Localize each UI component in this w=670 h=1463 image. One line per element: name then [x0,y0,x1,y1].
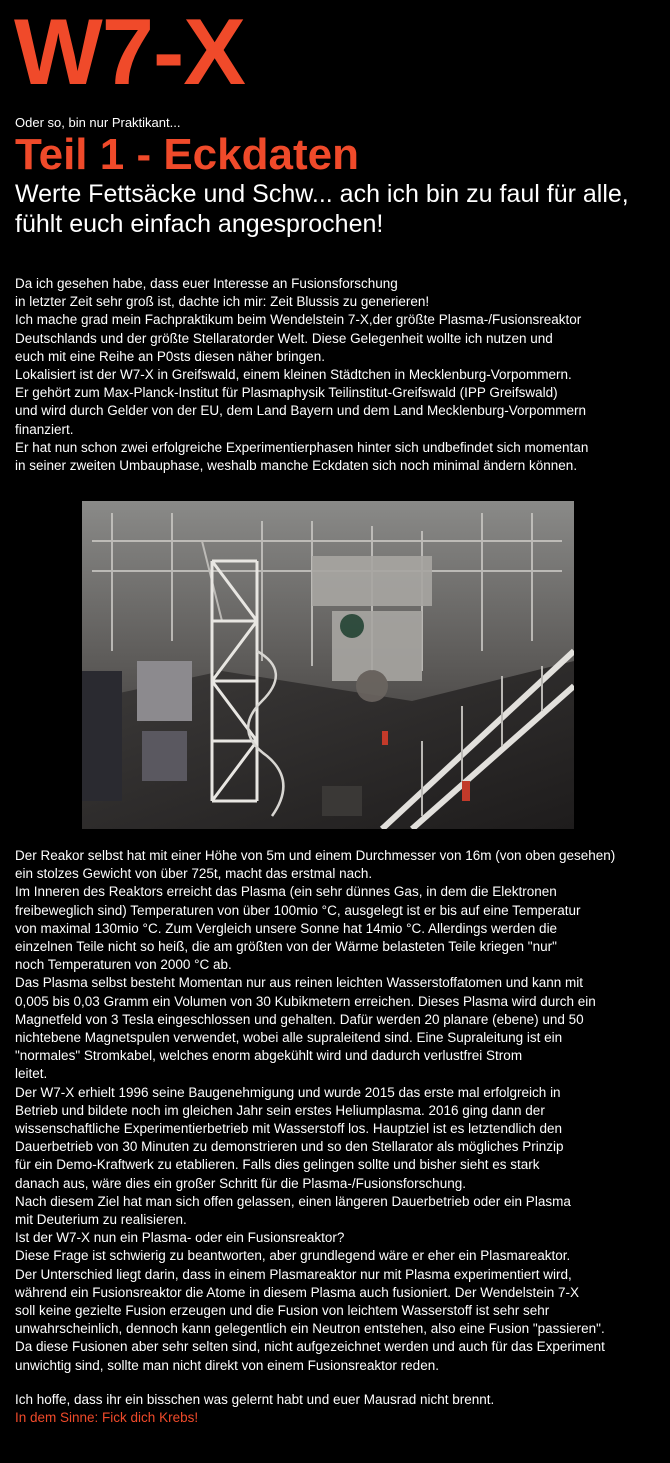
page-title: W7-X [14,0,245,104]
text-line: nichtebene Magnetspulen verwendet, wobei alle supraleitend sind. Eine Supraleitung ist ein [15,1030,563,1046]
text-line: danach aus, wäre dies ein großer Schritt für die Plasma-/Fusionsforschung. [15,1175,466,1191]
text-line: noch Temperaturen von 2000 °C ab. [15,957,232,973]
text-line: Da ich gesehen habe, dass euer Interesse an Fusionsforschung [15,276,398,291]
sign-off-line: In dem Sinne: Fick dich Krebs! [15,1410,199,1426]
text-line: einzelnen Teile nicht so heiß, die am größten von der Wärme belasteten Teile kriegen "nur" [15,939,557,955]
intro-text [15,275,665,475]
text-line: 0,005 bis 0,03 Gramm ein Volumen von 30 Kubikmetern erreichen. Dieses Plasma wird durch ein [15,993,596,1009]
text-line: während ein Fusionsreaktor die Atome in diesem Plasma auch fusioniert. Der Wendelstein 7-X [15,1284,580,1300]
text-line: Dauerbetrieb von 30 Minuten zu demonstrieren und so den Stellarator als mögliches Prinzip [15,1139,564,1155]
paragraph-spacer [15,1375,665,1391]
text-line: und wird durch Gelder von der EU, dem Land Bayern und dem Land Mecklenburg-Vorpommern [15,403,587,419]
text-line: ein stolzes Gewicht von über 725t, macht das erstmal nach. [15,866,373,882]
closing-line: Ich hoffe, dass ihr ein bisschen was gelernt habt und euer Mausrad nicht brennt. [15,1391,495,1407]
text-line: finanziert. [15,421,74,437]
text-line: Nach diesem Ziel hat man sich offen gelassen, einen längeren Dauerbetrieb oder ein Plasma [15,1193,571,1209]
text-line: Der Unterschied liegt darin, dass in einem Plasmareaktor nur mit Plasma experimentiert wird, [15,1266,572,1282]
text-line: Er gehört zum Max-Planck-Institut für Plasmaphysik Teilinstitut-Greifswald (IPP Greifswald) [15,385,558,401]
text-line: unwichtig sind, sollte man nicht direkt von einem Fusionsreaktor reden. [15,1357,439,1373]
text-line: Ist der W7-X nun ein Plasma- oder ein Fusionsreaktor? [15,1230,345,1246]
text-line: Der W7-X erhielt 1996 seine Baugenehmigung und wurde 2015 das erste mal erfolgreich in [15,1084,561,1100]
text-line: Da diese Fusionen aber sehr selten sind, nicht aufgezeichnet werden und auch für das Experiment [15,1339,605,1355]
text-line: für ein Demo-Kraftwerk zu etablieren. Falls dies gelingen sollte und bisher sieht es stark [15,1157,540,1173]
text-line: freibeweglich sind) Temperaturen von über 100mio °C, ausgelegt ist er bis auf eine Temperatur [15,902,581,918]
text-line: Ich mache grad mein Fachpraktikum beim Wendelstein 7-X,der größte Plasma-/Fusionsreaktor [15,312,582,328]
lead-paragraph: Werte Fettsäcke und Schw... ach ich bin zu faul für alle, fühlt euch einfach angesprochen! [15,180,629,238]
text-line: wissenschaftliche Experimentierbetrieb mit Wasserstoff los. Hauptziel ist es letztendlich den [15,1121,562,1137]
text-line: soll keine gezielte Fusion erzeugen und die Fusion von leichtem Wasserstoff ist sehr sehr [15,1303,550,1319]
text-line: Der Reakor selbst hat mit einer Höhe von 5m und einem Durchmesser von 16m (von oben gesehen) [15,848,616,863]
text-line: mit Deuterium zu realisieren. [15,1212,187,1228]
reactor-hall-image [82,501,574,829]
text-line: von maximal 130mio °C. Zum Vergleich unsere Sonne hat 14mio °C. Allerdings werden die [15,920,558,936]
text-line: Betrieb und bildete noch im gleichen Jahr sein erstes Heliumplasma. 2016 ging dann der [15,1102,545,1118]
text-line: Im Inneren des Reaktors erreicht das Plasma (ein sehr dünnes Gas, in dem die Elektronen [15,884,557,900]
text-line: euch mit eine Reihe an P0sts diesen näher bringen. [15,348,325,364]
reactor-photo [82,501,574,829]
text-line: Magnetfeld von 3 Tesla eingeschlossen und gehalten. Dafür werden 20 planare (ebene) und 50 [15,1011,584,1027]
text-line: Diese Frage ist schwierig zu beantworten, aber grundlegend wäre er eher ein Plasmareaktor. [15,1248,571,1264]
text-line: Lokalisiert ist der W7-X in Greifswald, einem kleinen Städtchen in Mecklenburg-Vorpommern. [15,367,572,383]
section-title: Teil 1 - Eckdaten [15,130,359,179]
text-line: in seiner zweiten Umbauphase, weshalb manche Eckdaten sich noch minimal ändern können. [15,458,578,474]
details-text [15,847,665,1427]
text-line: leitet. [15,1066,48,1082]
subtitle: Oder so, bin nur Praktikant... [15,115,181,130]
text-line: Deutschlands und der größte Stellaratorder Welt. Diese Gelegenheit wollte ich nutzen und [15,330,553,346]
text-line: unwahrscheinlich, dennoch kann gelegentlich ein Neutron entstehen, also eine Fusion "passieren". [15,1321,605,1337]
text-line: in letzter Zeit sehr groß ist, dachte ich mir: Zeit Blussis zu generieren! [15,294,430,310]
text-line: Das Plasma selbst besteht Momentan nur aus reinen leichten Wasserstoffatomen und kann mit [15,975,584,991]
text-line: Er hat nun schon zwei erfolgreiche Experimentierphasen hinter sich undbefindet sich momentan [15,439,589,455]
text-line: "normales" Stromkabel, welches enorm abgekühlt wird und dadurch verlustfrei Strom [15,1048,523,1064]
